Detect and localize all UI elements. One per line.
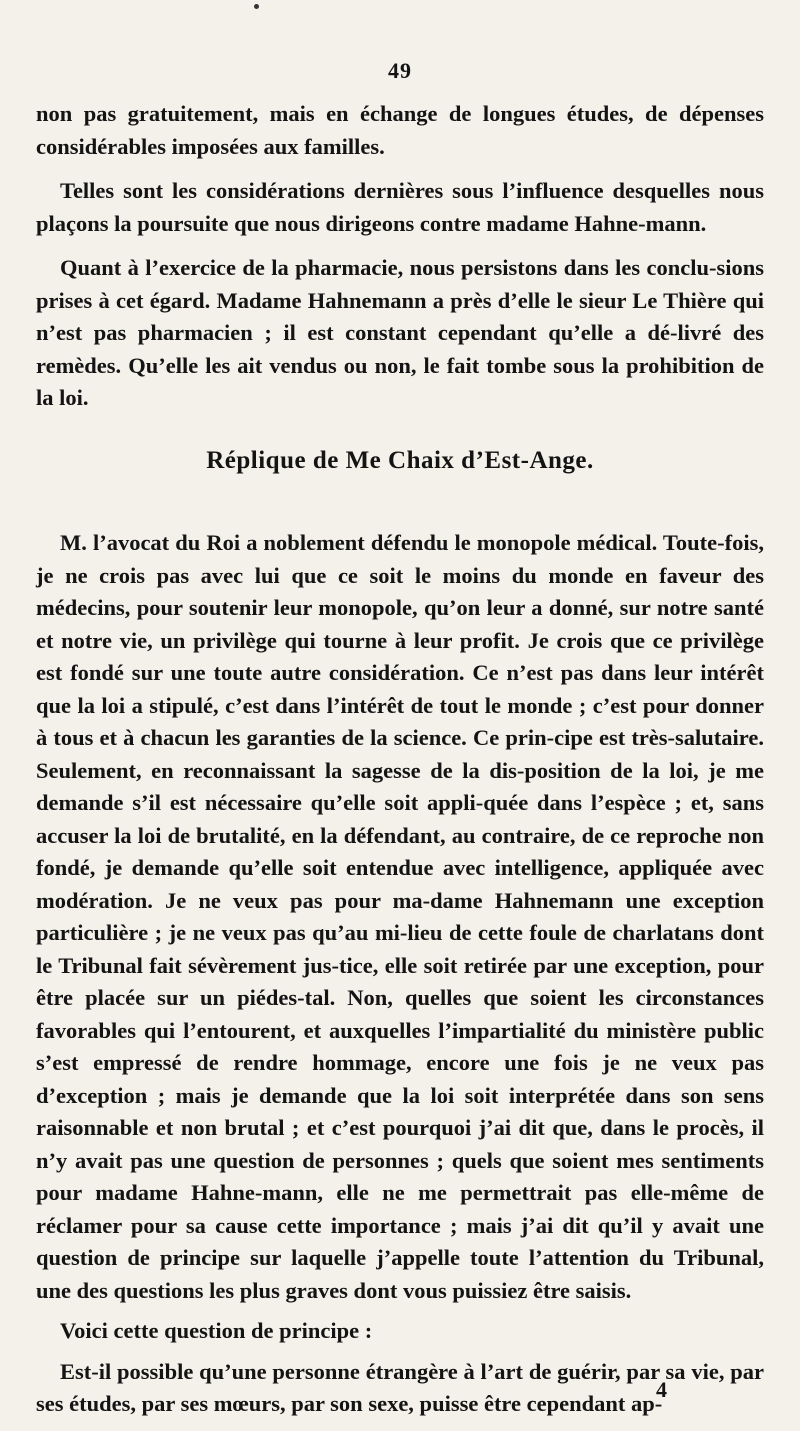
paragraph: Est-il possible qu’une personne étrangère à l’art de guérir, par sa vie, par ses études, par ses mœurs, par son sexe, puisse être cependant ap- [36,1358,764,1416]
paragraph-continuation: non pas gratuitement, mais en échange de longues études, de dépenses considérables imposées aux familles. [36,101,764,159]
paragraph: Quant à l’exercice de la pharmacie, nous persistons dans les conclu-sions prises à cet égard. Madame Hahnemann a près d’elle le sieur Le Thière qui n’est pas pharmacien ; il est constant cependant qu’elle a dé-livré des remèdes. Qu’elle les ait vendus ou non, le fait tombe sous la prohibition de la loi. [36,255,764,410]
ink-speck [254,4,259,9]
section-heading: Réplique de Me Chaix d’Est-Ange. [206,447,594,474]
paragraph: M. l’avocat du Roi a noblement défendu le monopole médical. Toute-fois, je ne crois pas avec lui que ce soit le moins du monde en faveur des médecins, pour soutenir leur monopole, qu’on leur a donné, sur notre santé et notre vie, un privilège qui tourne à leur profit. Je crois que ce privilège est fondé sur une toute autre considération. Ce n’est pas dans leur intérêt que la loi a stipulé, c’est dans l’intérêt de tout le monde ; c’est pour donner à tous et à chacun les garanties de la science. Ce prin-cipe est très-salutaire. Seulement, en reconnaissant la sagesse de la dis-position de la loi, je me demande s’il est nécessaire qu’elle soit appli-quée dans l’espèce ; et, sans accuser la loi de brutalité, en la défendant, au contraire, de ce reproche non fondé, je demande qu’elle soit entendue avec intelligence, appliquée avec modération. Je ne veux pas pour ma-dame Hahnemann une exception particulière ; je ne veux pas qu’au mi-lieu de cette foule de charlatans dont le Tribunal fait sévèrement jus-tice, elle soit retirée par une exception, pour être placée sur un piédes-tal. Non, quelles que soient les circonstances favorables qui l’entourent, et auxquelles l’impartialité du ministère public s’est empressé de rendre hommage, encore une fois je ne veux pas d’exception ; mais je demande que la loi soit interprétée dans son sens raisonnable et non brutal ; et c’est pourquoi j’ai dit que, dans le procès, il n’y avait pas une question de personnes ; quels que soient mes sentiments pour madame Hahne-mann, elle ne me permettrait pas elle-même de réclamer pour sa cause cette importance ; mais j’ai dit qu’il y avait une question de principe sur laquelle j’appelle toute l’attention du Tribunal, une des questions les plus graves dont vous puissiez être saisis. [36,530,764,1303]
paragraph: Voici cette question de principe : [60,1318,373,1343]
text-section-before [36,98,764,415]
paragraph: Telles sont les considérations dernières sous l’influence desquelles nous plaçons la poursuite que nous dirigeons contre madame Hahne-mann. [36,178,764,236]
signature-mark: 4 [656,1377,667,1402]
page-number: 49 [388,58,412,83]
text-section-after [36,527,764,1421]
